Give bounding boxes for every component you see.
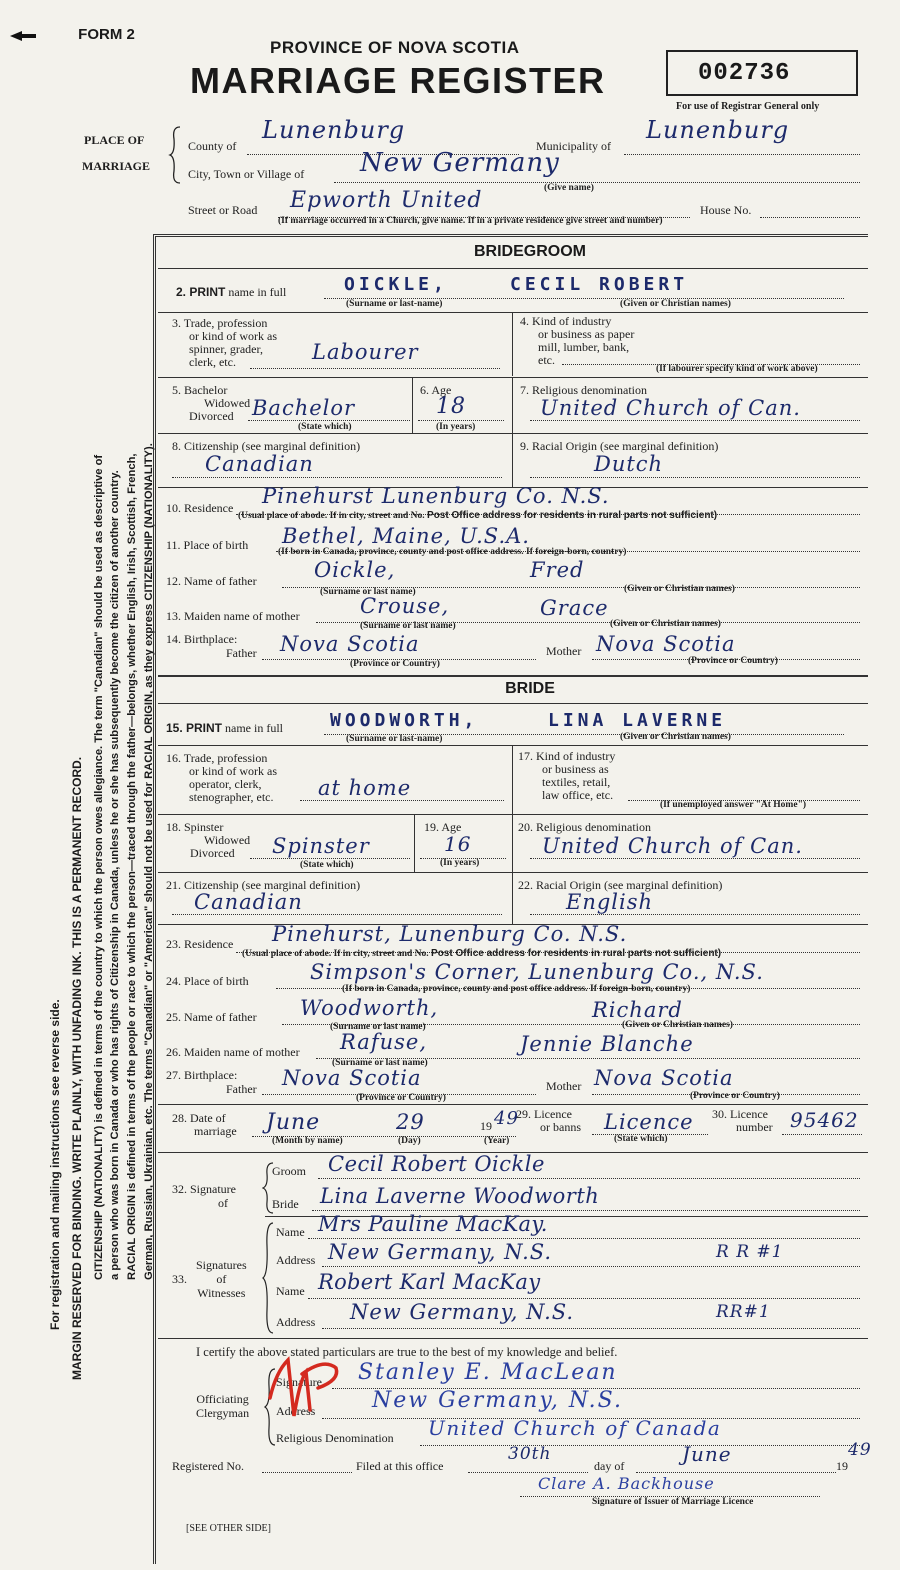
form-label: FORM 2 <box>8 26 135 43</box>
f27-label: 27. Birthplace: Father <box>166 1068 257 1096</box>
marriage-label: MARRIAGE <box>82 159 150 173</box>
page-title: MARRIAGE REGISTER <box>190 60 606 101</box>
filed-year: 49 <box>848 1440 872 1460</box>
bride-status: Spinster <box>272 834 370 858</box>
f14-label: 14. Birthplace: Father <box>166 632 257 660</box>
f17-label: 17. Kind of industry or business as textiles, retail, law office, etc. <box>518 749 616 802</box>
street-value: Epworth United <box>290 188 483 213</box>
clergy-denomination: United Church of Canada <box>428 1416 722 1440</box>
mother-given-note: (Given or Christian names) <box>610 619 721 629</box>
father-given-note: (Given or Christian names) <box>624 584 735 594</box>
day-note: (Day) <box>398 1136 421 1146</box>
groom-father-surname: Oickle, <box>314 558 396 582</box>
f18-label: 18. Spinster Widowed Divorced <box>166 820 251 860</box>
residence-note: (Usual place of abode. If in city, street and No. Post Office address for residents in rural parts not sufficient) <box>238 510 718 521</box>
bride-birth-note: (If born in Canada, province, county and post office address. If foreign-born, country) <box>342 984 691 994</box>
filed-day: 30th <box>508 1444 552 1464</box>
bride-surname: WOODWORTH, <box>330 710 479 731</box>
f10-label: 10. Residence <box>166 501 234 515</box>
groom-citizenship: Canadian <box>205 452 314 476</box>
clergy-address: New Germany, N.S. <box>372 1388 623 1413</box>
f3-label: 3. Trade, profession or kind of work as spinner, grader, clerk, etc. <box>172 316 277 369</box>
county-value: Lunenburg <box>262 116 406 144</box>
f6-label: 6. Age <box>420 383 452 397</box>
groom-father-given: Fred <box>530 558 585 582</box>
margin-line-6: German, Russian, Ukrainian, etc. The terms "Canadian" or "American" should not be used for RACIAL ORIGIN, as they express CITIZENSHIP (NATIONALITY). <box>143 443 155 1280</box>
bride-birthplace: Simpson's Corner, Lunenburg Co., N.S. <box>310 960 764 984</box>
f4-note: (If labourer specify kind of work above) <box>656 364 818 374</box>
f5-label: 5. Bachelor Widowed Divorced <box>172 383 251 423</box>
bride-racial: English <box>566 890 654 914</box>
groom-surname-note: (Surname or last-name) <box>346 299 443 309</box>
register-number: 002736 <box>698 60 791 87</box>
issuer-label: Signature of Issuer of Marriage Licence <box>592 1497 754 1507</box>
w1-name-label: Name <box>276 1225 305 1239</box>
marriage-year-print: 19 <box>480 1119 492 1133</box>
clergy-signature: Stanley E. MacLean <box>358 1360 618 1385</box>
father-province-note: (Province or Country) <box>350 659 440 669</box>
bride-signature: Lina Laverne Woodworth <box>320 1184 600 1208</box>
bride-father-birthplace: Nova Scotia <box>282 1066 422 1090</box>
f16-label: 16. Trade, profession or kind of work as operator, clerk, stenographer, etc. <box>166 751 277 804</box>
bride-mother-surname-note: (Surname or last name) <box>332 1058 428 1068</box>
groom-trade: Labourer <box>312 340 419 364</box>
bride-residence-note: (Usual place of abode. If in city, street and No. Post Office address for residents in rural parts not sufficient) <box>242 948 722 959</box>
w1-rr: R R #1 <box>716 1242 784 1262</box>
f32-label: 32. Signature of <box>172 1182 236 1210</box>
bride-mother-birthplace: Nova Scotia <box>594 1066 734 1090</box>
bride-name-label: 15. PRINT name in full <box>166 721 283 735</box>
bride-father-surname: Woodworth, <box>300 996 439 1020</box>
bride-citizenship: Canadian <box>194 890 303 914</box>
place-of-label: PLACE OF <box>84 133 145 147</box>
bride-given-note: (Given or Christian names) <box>620 732 731 742</box>
margin-line-5: RACIAL ORIGIN is defined in terms of the people or race to which the person—traced through the father—belongs, whether English, Irish, Scottish, French, <box>126 453 138 1280</box>
clergy-label: Officiating Clergyman <box>196 1392 250 1420</box>
margin-line-3: CITIZENSHIP (NATIONALITY) is defined in terms of the country to which the person owes allegiance. The term "Canadian" should be used as descriptive of <box>93 454 105 1280</box>
mother-surname-note: (Surname or last name) <box>360 621 456 631</box>
f17-note: (If unemployed answer "At Home") <box>660 800 807 810</box>
place-brace-icon <box>168 125 182 185</box>
f33-label: 33. <box>172 1272 187 1286</box>
groom-surname: OICKLE, <box>344 274 448 295</box>
street-note: (If marriage occurred in a Church, give name. If in a private residence give street and number) <box>278 216 663 226</box>
margin-line-2: MARGIN RESERVED FOR BINDING. WRITE PLAINLY, WITH UNFADING INK. THIS IS A PERMANENT RECORD. <box>70 756 84 1380</box>
groom-given: CECIL ROBERT <box>510 274 689 295</box>
groom-birthplace: Bethel, Maine, U.S.A. <box>282 524 530 548</box>
bride-mother-surname: Rafuse, <box>340 1030 427 1054</box>
f20-label: 20. Religious denomination <box>518 820 651 834</box>
w2-address: New Germany, N.S. <box>350 1300 575 1324</box>
city-value: New Germany <box>360 148 560 178</box>
w2-name-label: Name <box>276 1284 305 1298</box>
f22-label: 22. Racial Origin (see marginal definition) <box>518 878 723 892</box>
bride-mother-label: Mother <box>546 1079 582 1093</box>
f21-label: 21. Citizenship (see marginal definition) <box>166 878 361 892</box>
groom-mother-surname: Crouse, <box>360 594 450 618</box>
f23-label: 23. Residence <box>166 937 234 951</box>
groom-racial: Dutch <box>594 452 664 476</box>
year-note: (Year) <box>484 1136 510 1146</box>
month-note: (Month by name) <box>272 1136 343 1146</box>
street-label: Street or Road <box>188 203 258 217</box>
registered-label: Registered No. <box>172 1459 244 1473</box>
registrar-note: For use of Registrar General only <box>676 101 820 112</box>
bride-age: 16 <box>444 832 472 856</box>
red-check-mark-icon <box>262 1350 354 1426</box>
bride-in-years: (In years) <box>440 858 480 868</box>
mother-province-note: (Province or Country) <box>688 656 778 666</box>
w1-address: New Germany, N.S. <box>328 1240 553 1264</box>
give-name-note: (Give name) <box>544 183 594 193</box>
groom-state-which: (State which) <box>298 422 352 432</box>
f13-label: 13. Maiden name of mother <box>166 609 300 623</box>
bride-sig-label: Bride <box>272 1197 299 1211</box>
municipality-label: Municipality of <box>536 139 611 153</box>
licence-type: Licence <box>604 1110 694 1134</box>
witness-brace-icon <box>262 1222 274 1334</box>
birth-note: (If born in Canada, province, county and post office address. If foreign-born, country) <box>278 547 627 557</box>
f24-label: 24. Place of birth <box>166 974 249 988</box>
f30-label: 30. Licence number <box>712 1107 773 1134</box>
f26-label: 26. Maiden name of mother <box>166 1045 300 1059</box>
day-of-label: day of <box>594 1459 625 1473</box>
register-number-box <box>666 50 858 96</box>
municipality-value: Lunenburg <box>646 116 790 144</box>
bride-father-given: Richard <box>592 998 683 1022</box>
witness-label: Signatures of Witnesses <box>196 1258 247 1300</box>
groom-sig-label: Groom <box>272 1164 306 1178</box>
w1-address-label: Address <box>276 1253 316 1267</box>
margin-line-4: a person who was born in Canada or who has rights of Citizenship in Canada, unless he or she has subsequently become the citizen of another country. <box>109 470 121 1280</box>
groom-father-birthplace: Nova Scotia <box>280 632 420 656</box>
groom-status: Bachelor <box>252 396 356 420</box>
binding-margin <box>0 0 165 1570</box>
bride-mother-province-note: (Province or Country) <box>690 1091 780 1101</box>
f25-label: 25. Name of father <box>166 1010 257 1024</box>
bride-father-surname-note: (Surname or last name) <box>330 1022 426 1032</box>
filed-label: Filed at this office <box>356 1459 444 1473</box>
bride-mother-given: Jennie Blanche <box>520 1032 694 1056</box>
w2-address-label: Address <box>276 1315 316 1329</box>
groom-age: 18 <box>436 394 466 419</box>
margin-line-1: For registration and mailing instructions see reverse side. <box>48 999 62 1330</box>
w2-rr: RR#1 <box>716 1302 771 1322</box>
bride-heading: BRIDE <box>505 680 555 697</box>
bride-father-province-note: (Province or Country) <box>356 1093 446 1103</box>
groom-mother-label: Mother <box>546 644 582 658</box>
f9-label: 9. Racial Origin (see marginal definition) <box>520 439 719 453</box>
filed-year-print: 19 <box>836 1459 848 1473</box>
clergy-address-label: Address <box>276 1404 316 1418</box>
f19-label: 19. Age <box>424 820 462 834</box>
bride-trade: at home <box>318 776 412 800</box>
groom-residence: Pinehurst Lunenburg Co. N.S. <box>262 484 610 508</box>
clergy-signature-label: Signature <box>276 1375 322 1389</box>
w1-name: Mrs Pauline MacKay. <box>318 1212 548 1236</box>
marriage-year: 49 <box>494 1108 519 1129</box>
issuer-signature: Clare A. Backhouse <box>538 1474 715 1493</box>
f8-label: 8. Citizenship (see marginal definition) <box>172 439 361 453</box>
province-heading: PROVINCE OF NOVA SCOTIA <box>270 38 520 57</box>
f28-label: 28. Date of marriage <box>172 1111 237 1138</box>
groom-mother-birthplace: Nova Scotia <box>596 632 736 656</box>
f12-label: 12. Name of father <box>166 574 257 588</box>
bride-surname-note: (Surname or last-name) <box>346 734 443 744</box>
county-label: County of <box>188 139 237 153</box>
see-other-side: [SEE OTHER SIDE] <box>186 1523 271 1534</box>
marriage-month: June <box>266 1110 321 1135</box>
bride-residence: Pinehurst, Lunenburg Co. N.S. <box>272 922 628 946</box>
house-label: House No. <box>700 203 752 217</box>
f29-label: 29. Licence or banns <box>516 1107 581 1134</box>
f11-label: 11. Place of birth <box>166 538 249 552</box>
licence-number: 95462 <box>790 1108 859 1132</box>
groom-religion: United Church of Can. <box>540 396 801 420</box>
bride-given: LINA LAVERNE <box>548 710 727 731</box>
bride-religion: United Church of Can. <box>542 834 803 858</box>
certify-statement: I certify the above stated particulars are true to the best of my knowledge and belief. <box>196 1345 618 1359</box>
bride-state-which: (State which) <box>300 860 354 870</box>
filed-month: June <box>682 1442 732 1466</box>
groom-signature: Cecil Robert Oickle <box>328 1152 545 1176</box>
f7-label: 7. Religious denomination <box>520 383 647 397</box>
clergy-denomination-label: Religious Denomination <box>276 1431 394 1445</box>
f4-label: 4. Kind of industry or business as paper mill, lumber, bank, etc. <box>520 314 635 367</box>
groom-name-label: 2. PRINT name in full <box>176 285 287 299</box>
father-surname-note: (Surname or last name) <box>320 587 416 597</box>
groom-mother-given: Grace <box>540 596 609 620</box>
w2-name: Robert Karl MacKay <box>318 1270 541 1294</box>
city-label: City, Town or Village of <box>188 167 305 181</box>
groom-given-note: (Given or Christian names) <box>620 299 731 309</box>
bride-father-given-note: (Given or Christian names) <box>622 1020 733 1030</box>
marriage-day: 29 <box>396 1110 425 1134</box>
licence-state-note: (State which) <box>614 1134 668 1144</box>
groom-in-years: (In years) <box>436 422 476 432</box>
bridegroom-heading: BRIDEGROOM <box>474 243 586 260</box>
